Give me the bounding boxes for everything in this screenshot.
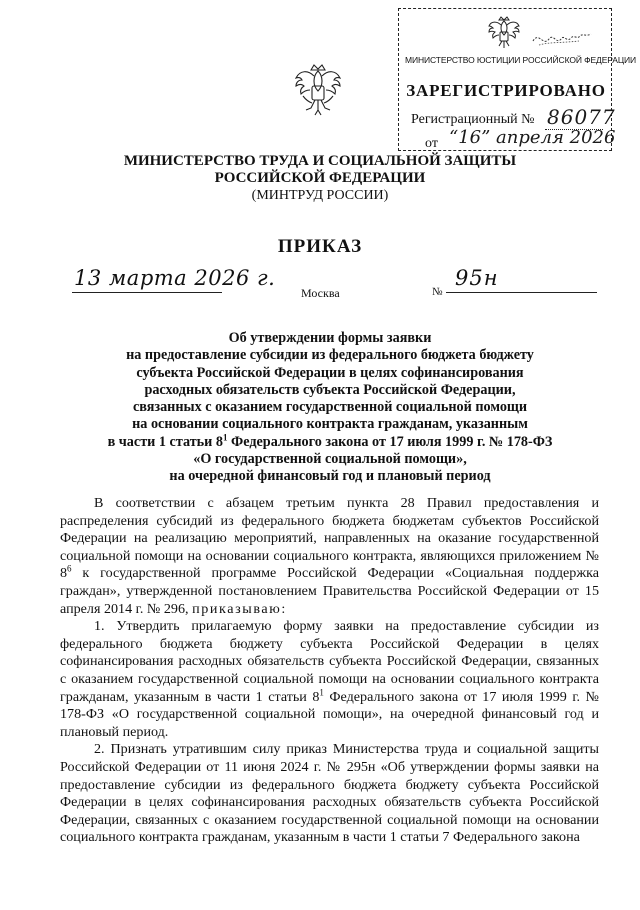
body-text: Федерального закона от 17 июля 1999 г. № 178-ФЗ «О государственной социальной помощи», на очередной финансовый год и плановый период.	[60, 688, 599, 740]
order-date: 13 марта 2026 г.	[74, 266, 276, 290]
ministry-short-name: (МИНТРУД РОССИИ)	[251, 188, 389, 203]
stamp-ministry-name: МИНИСТЕРСТВО ЮСТИЦИИ РОССИЙСКОЙ ФЕДЕРАЦИИ	[405, 55, 637, 65]
order-number-underline	[446, 292, 597, 293]
stamp-regnum-label: Регистрационный №	[411, 112, 535, 127]
body-superscript: 1	[319, 686, 324, 697]
order-number: 95н	[455, 266, 499, 290]
body-superscript: 6	[67, 563, 72, 574]
heading-line	[60, 434, 600, 451]
ministry-name-line1: МИНИСТЕРСТВО ТРУДА И СОЦИАЛЬНОЙ ЗАЩИТЫ	[123, 153, 517, 169]
body-text: 1. Утвердить прилагаемую форму заявки на предоставление субсидии из федерального бюджета бюджету субъекта Российской Федерации в целях софинансирования расходных обязательств субъекта Российской Федерации, связанных с оказанием государственной социальной помощи на основании социального контракта гражданам, указанным в части 1 статьи 8	[60, 618, 599, 705]
body-paragraph-preamble	[60, 495, 599, 618]
body-paragraph-item1	[60, 618, 599, 741]
ministry-name-line2: РОССИЙСКОЙ ФЕДЕРАЦИИ	[214, 170, 426, 186]
body-text: к государственной программе Российской Федерации «Социальная поддержка граждан», утвержденной постановлением Правительства Российской Федерации от 15 апреля 2014 г. № 296,	[60, 565, 599, 617]
body-text: В соответствии с абзацем третьим пункта 28 Правил предоставления и распределения субсидий из федерального бюджета бюджетам субъектов Российской Федерации на реализацию мероприятий, направленных на оказание государственной социальной помощи на основании социального контракта, являющихся приложением № 8	[60, 495, 599, 582]
heading-line: расходных обязательств субъекта Российской Федерации,	[144, 381, 516, 398]
body-order-word: приказываю:	[192, 600, 287, 617]
heading-text: Федерального закона от 17 июля 1999 г. № 178-ФЗ	[227, 433, 553, 450]
heading-line: субъекта Российской Федерации в целях софинансирования	[136, 364, 524, 381]
heading-line: на очередной финансовый год и плановый период	[169, 468, 491, 485]
order-number-sign: №	[432, 286, 443, 298]
coat-of-arms-emblem	[293, 62, 343, 120]
order-title: ПРИКАЗ	[277, 236, 363, 257]
registration-stamp	[398, 8, 637, 151]
stamp-date-value: “16” апреля 2026	[449, 127, 616, 148]
heading-line: «О государственной социальной помощи»,	[193, 451, 467, 468]
heading-line: на предоставление субсидии из федерального бюджета бюджету	[126, 347, 534, 364]
heading-superscript: 1	[222, 432, 228, 443]
heading-text: в части 1 статьи 8	[107, 433, 223, 450]
stamp-emblem-icon	[487, 15, 521, 51]
heading-line: Об утверждении формы заявки	[228, 330, 432, 346]
body-paragraph-item2: 2. Признать утратившим силу приказ Министерства труда и социальной защиты Российской Федерации от 11 июня 2024 г. № 295н «Об утверждении формы заявки на предоставление субсидии из федерального бюджета бюджету субъекта Российской Федерации в целях софинансирования расходных обязательств субъекта Российской Федерации, связанных с оказанием государственной социальной помощи на основании социального контракта гражданам, указанным в части 1 статьи 7 Федерального закона	[60, 741, 599, 846]
order-city: Москва	[301, 286, 340, 300]
order-body	[60, 495, 599, 847]
order-heading	[60, 330, 600, 486]
stamp-regnum-value: 86077	[547, 105, 616, 129]
stamp-date-prefix: от	[425, 136, 438, 151]
stamp-registered-label: ЗАРЕГИСТРИРОВАНО	[406, 81, 606, 100]
heading-line: связанных с оказанием государственной социальной помощи	[132, 399, 528, 416]
stamp-signature-scribble-icon	[531, 27, 593, 49]
order-date-underline	[72, 292, 222, 293]
ministry-header	[0, 153, 640, 204]
heading-line: на основании социального контракта гражданам, указанным	[132, 416, 528, 433]
